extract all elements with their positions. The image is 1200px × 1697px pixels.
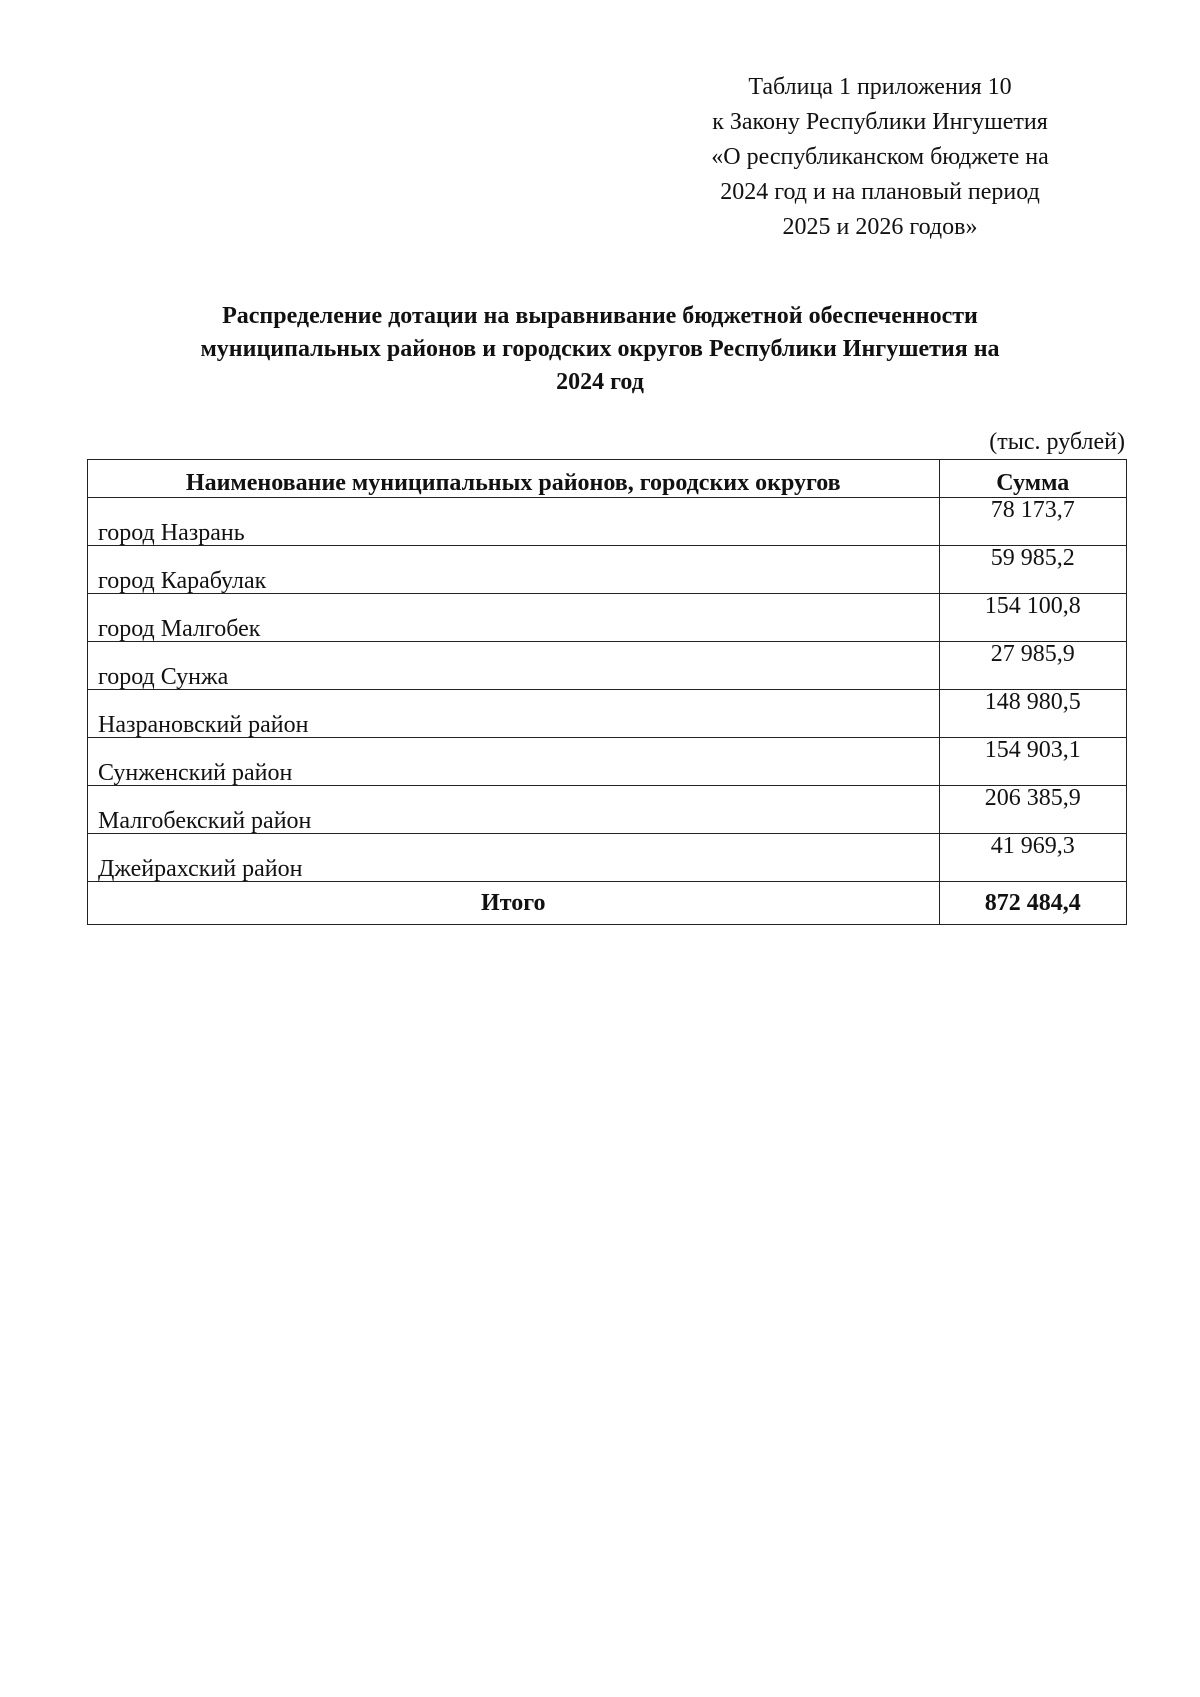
table-row — [88, 834, 1127, 882]
total-amount: 872 484,4 — [939, 882, 1126, 925]
subsidy-amount: 148 980,5 — [939, 690, 1126, 738]
table-row — [88, 690, 1127, 738]
header-name: Наименование муниципальных районов, городских округов — [88, 460, 940, 498]
subsidy-amount: 59 985,2 — [939, 546, 1126, 594]
total-label: Итого — [88, 882, 940, 925]
subsidy-amount: 206 385,9 — [939, 786, 1126, 834]
table-row — [88, 738, 1127, 786]
subsidy-amount: 27 985,9 — [939, 642, 1126, 690]
appendix-line: 2025 и 2026 годов» — [782, 214, 978, 240]
table-row — [88, 546, 1127, 594]
municipality-name: город Назрань — [88, 498, 940, 546]
appendix-line: Таблица 1 приложения 10 — [748, 74, 1012, 100]
table-row — [88, 594, 1127, 642]
table-header-row — [88, 460, 1127, 498]
municipality-name: Малгобекский район — [88, 786, 940, 834]
appendix-reference — [640, 70, 1120, 245]
header-sum: Сумма — [939, 460, 1126, 498]
municipality-name: город Малгобек — [88, 594, 940, 642]
subsidy-table — [87, 459, 1127, 925]
document-title — [100, 300, 1100, 399]
table-row — [88, 786, 1127, 834]
subsidy-amount: 41 969,3 — [939, 834, 1126, 882]
unit-note: (тыс. рублей) — [989, 429, 1125, 455]
title-line: муниципальных районов и городских округов Республики Ингушетия на — [200, 336, 1000, 362]
table-row — [88, 642, 1127, 690]
municipality-name: Назрановский район — [88, 690, 940, 738]
subsidy-amount: 154 903,1 — [939, 738, 1126, 786]
title-line: Распределение дотации на выравнивание бюджетной обеспеченности — [222, 303, 978, 329]
municipality-name: Сунженский район — [88, 738, 940, 786]
appendix-line: 2024 год и на плановый период — [720, 179, 1040, 205]
total-row — [88, 882, 1127, 925]
subsidy-amount: 78 173,7 — [939, 498, 1126, 546]
subsidy-amount: 154 100,8 — [939, 594, 1126, 642]
appendix-line: «О республиканском бюджете на — [711, 144, 1049, 170]
appendix-line: к Закону Республики Ингушетия — [712, 109, 1048, 135]
municipality-name: Джейрахский район — [88, 834, 940, 882]
title-line: 2024 год — [556, 369, 644, 395]
municipality-name: город Карабулак — [88, 546, 940, 594]
municipality-name: город Сунжа — [88, 642, 940, 690]
table-row — [88, 498, 1127, 546]
